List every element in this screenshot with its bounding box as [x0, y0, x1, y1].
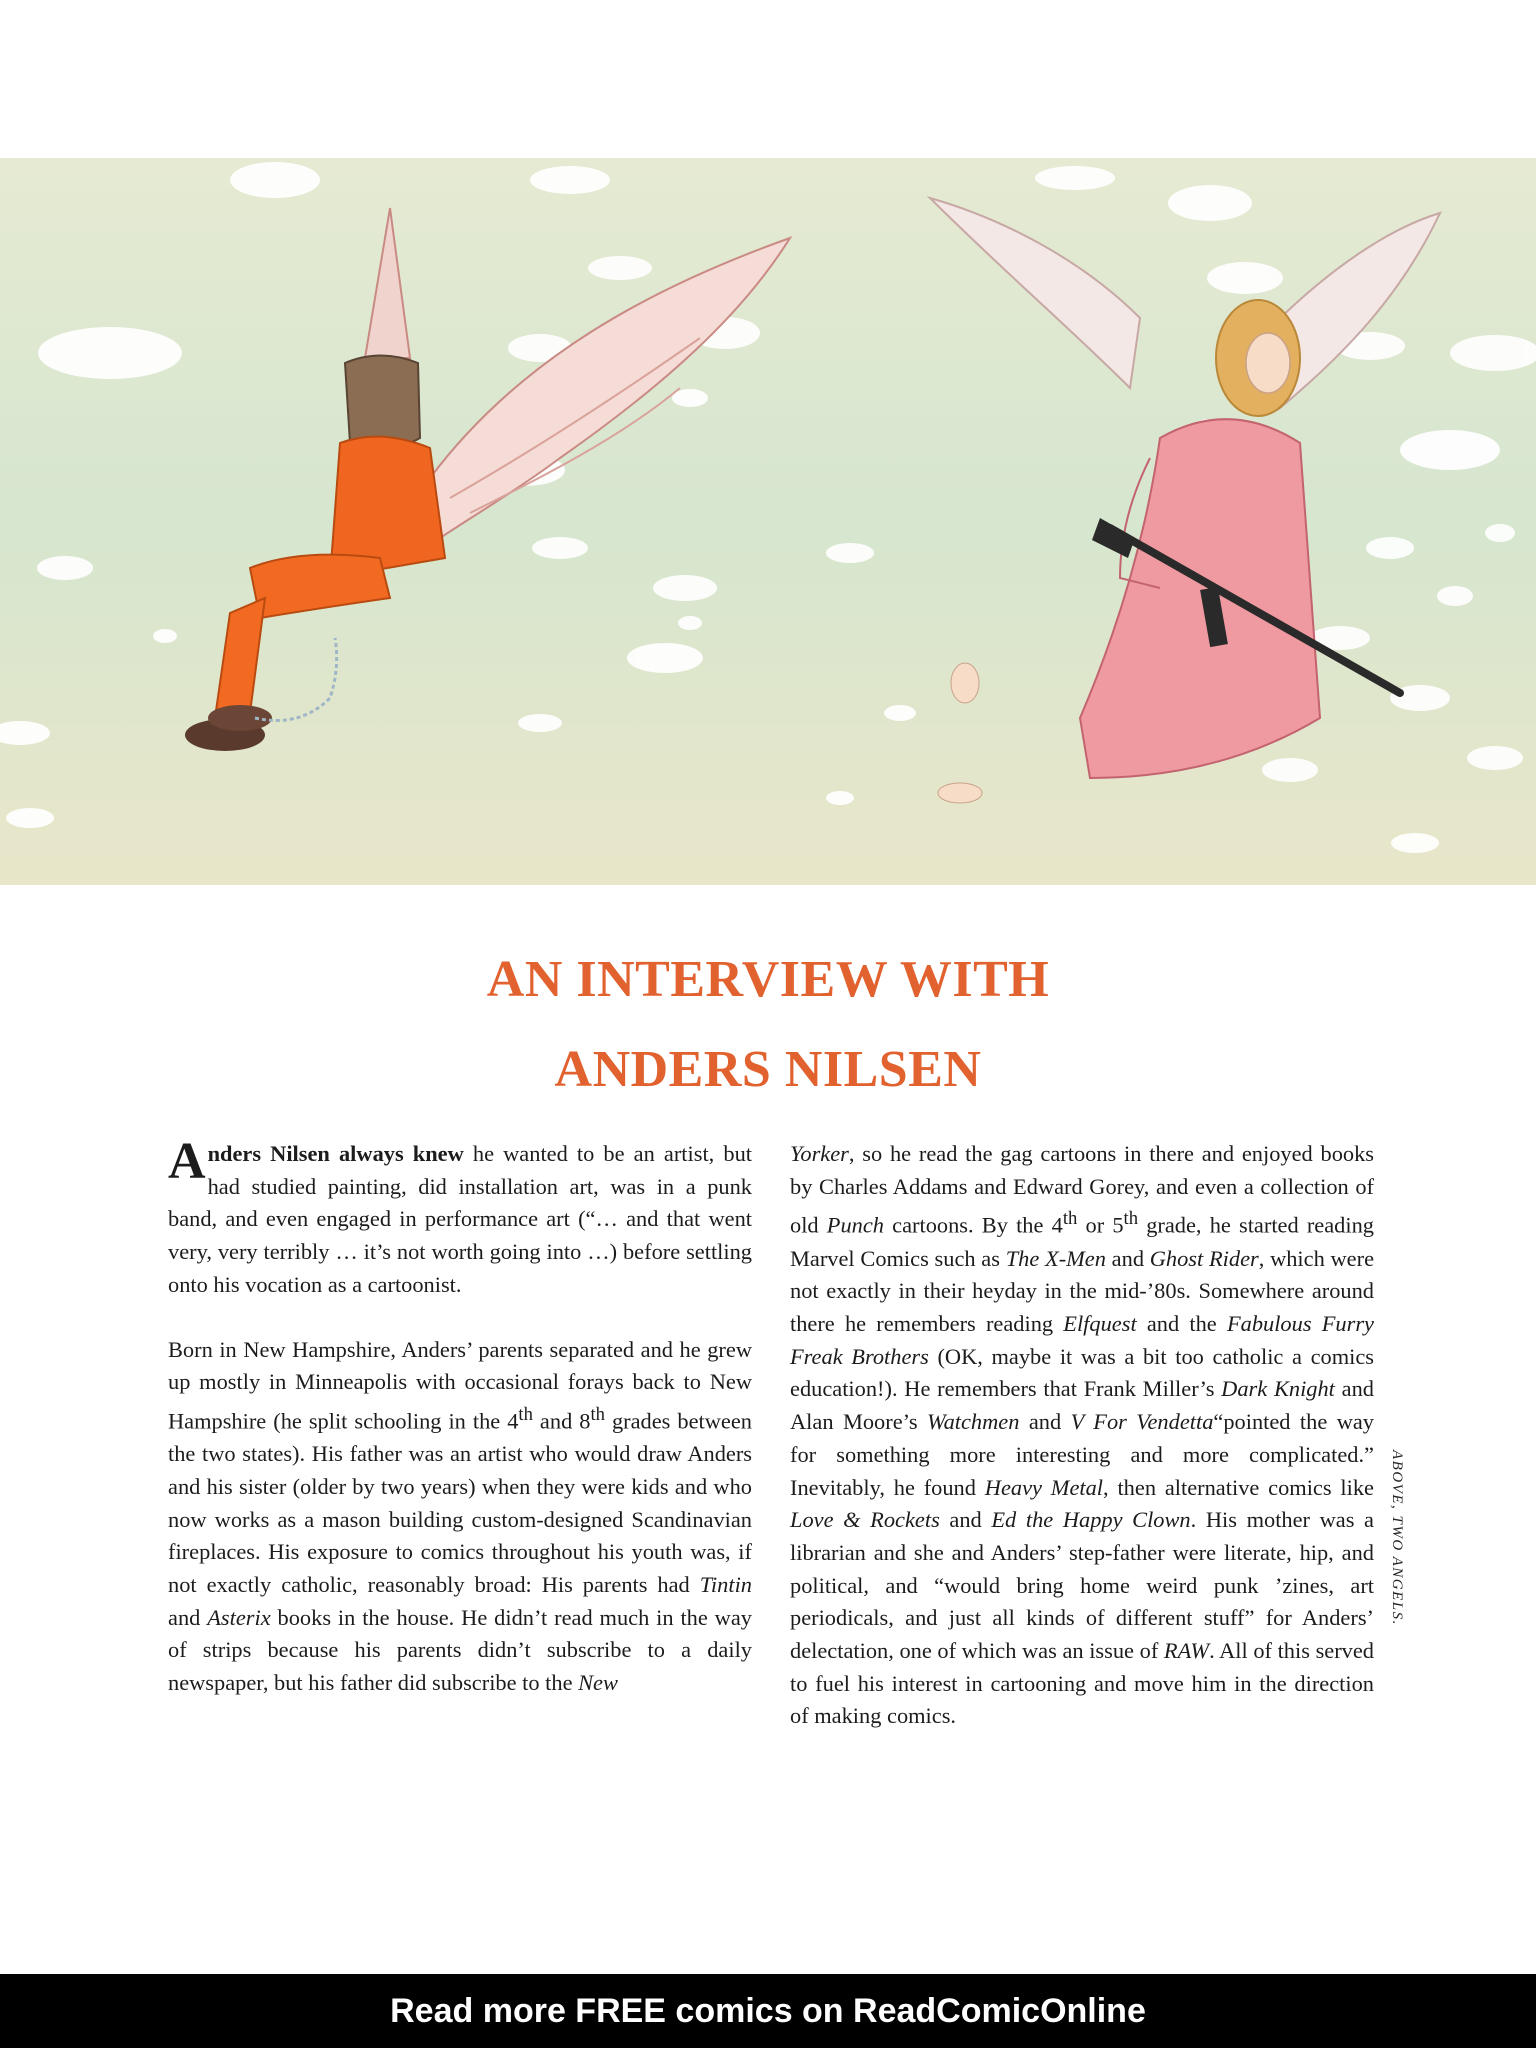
paragraph-text: . All of this served to fuel his interest in cartooning and move him in the direction of making comics. [790, 1638, 1375, 1729]
title-heavy-metal: Heavy Metal [984, 1474, 1104, 1500]
title-new-yorker: New [578, 1670, 618, 1696]
title-line-1: AN INTERVIEW WITH [486, 951, 1050, 1008]
title-line-2: ANDERS NILSEN [554, 1041, 982, 1098]
superscript: th [590, 1403, 605, 1425]
paragraph-text: and Alan Moore’s [790, 1376, 1374, 1435]
paragraph-text: Born in New Hampshire, Anders’ parents separated and he grew up mostly in Minneapolis with occasional forays back to New Hampshire (he split schooling in the 4 [168, 1336, 752, 1434]
article-column-left [168, 1133, 752, 1700]
paragraph-continued [790, 1138, 1374, 1733]
title-raw: RAW [1163, 1638, 1210, 1664]
title-watchmen: Watchmen [926, 1409, 1020, 1435]
title-love-and-rockets: Love & Rockets [790, 1507, 940, 1533]
paragraph-text: grade, he started reading Marvel Comics such as [790, 1212, 1374, 1271]
paragraph-text: and [1019, 1409, 1071, 1435]
title-ghost-rider: Ghost Rider [1149, 1245, 1259, 1271]
paragraph-text: and the [1136, 1310, 1227, 1336]
superscript: th [1123, 1208, 1139, 1230]
paragraph-text: he wanted to be an artist, but had studied painting, did installation art, was in a punk band, and even engaged in performance art (“… and that went very, very terribly … it’s not worth going into …) before settling onto his vocation as a cartoonist. [168, 1141, 752, 1297]
paragraph-text: books in the house. He didn’t read much in the way of strips because his parents didn’t subscribe to a daily newspaper, but his father did subscribe to the [168, 1604, 752, 1696]
paragraph-intro [168, 1133, 752, 1302]
title-x-men: The X-Men [1005, 1245, 1106, 1271]
title-dark-knight: Dark Knight [1221, 1376, 1335, 1402]
drop-cap: A [168, 1133, 206, 1190]
title-v-for-vendetta: V For Vendetta [1070, 1409, 1214, 1435]
illustration-two-angels [0, 158, 1536, 885]
title-tintin: Tintin [699, 1571, 752, 1597]
image-caption: ABOVE, TWO ANGELS. [1389, 1450, 1405, 1626]
footer-banner: Read more FREE comics on ReadComicOnline [0, 1974, 1536, 2048]
title-punch: Punch [826, 1212, 884, 1238]
paragraph-text: (OK, maybe it was a bit too catholic a comics education!). He remembers that Frank Miller’s [790, 1343, 1374, 1402]
title-asterix: Asterix [207, 1604, 271, 1630]
paragraph-text: and [939, 1507, 992, 1533]
paragraph-text: , so he read the gag cartoons in there and enjoyed books by Charles Addams and Edward Gorey, and even a collection of old [790, 1141, 1374, 1238]
paragraph-text: grades between the two states). His father was an artist who would draw Anders and his sister (older by two years) when they were kids and who now works as a mason building custom-designed Scandinavian fireplaces. His exposure to comics throughout his youth was, if not exactly catholic, reasonably broad: His parents had [168, 1408, 752, 1597]
paragraph-biography [168, 1334, 752, 1700]
paragraph-text: and [168, 1604, 208, 1630]
article-column-right [790, 1138, 1374, 1733]
lead-in: nders Nilsen always knew [207, 1141, 464, 1166]
illustration-svg [0, 158, 1536, 885]
paragraph-text: , then alternative comics like [1103, 1474, 1374, 1500]
title-new-yorker: Yorker [790, 1141, 849, 1166]
paragraph-text: and [1105, 1245, 1150, 1271]
title-freak-brothers: Fabulous Furry Freak Brothers [790, 1310, 1374, 1369]
paragraph-text: or 5 [1077, 1212, 1124, 1238]
superscript: th [1062, 1208, 1078, 1230]
paragraph-text: cartoons. By the 4 [884, 1212, 1063, 1238]
paragraph-text: “pointed the way for something more interesting and more complicated.” Inevitably, he found [790, 1409, 1374, 1500]
paragraph-text: and 8 [532, 1408, 591, 1434]
paragraph-text: , which were not exactly in their heyday in the mid-’80s. Somewhere around there he remembers reading [790, 1245, 1375, 1336]
title-ed-the-happy-clown: Ed the Happy Clown [991, 1507, 1191, 1533]
superscript: th [518, 1403, 533, 1425]
paragraph-text: . His mother was a librarian and she and Anders’ step-father were literate, hip, and political, and “would bring home weird punk ’zines, art periodicals, and just all kinds of different stuff” for Anders’ delectation, one of which was an issue of [790, 1507, 1374, 1664]
title-elfquest: Elfquest [1063, 1310, 1137, 1336]
